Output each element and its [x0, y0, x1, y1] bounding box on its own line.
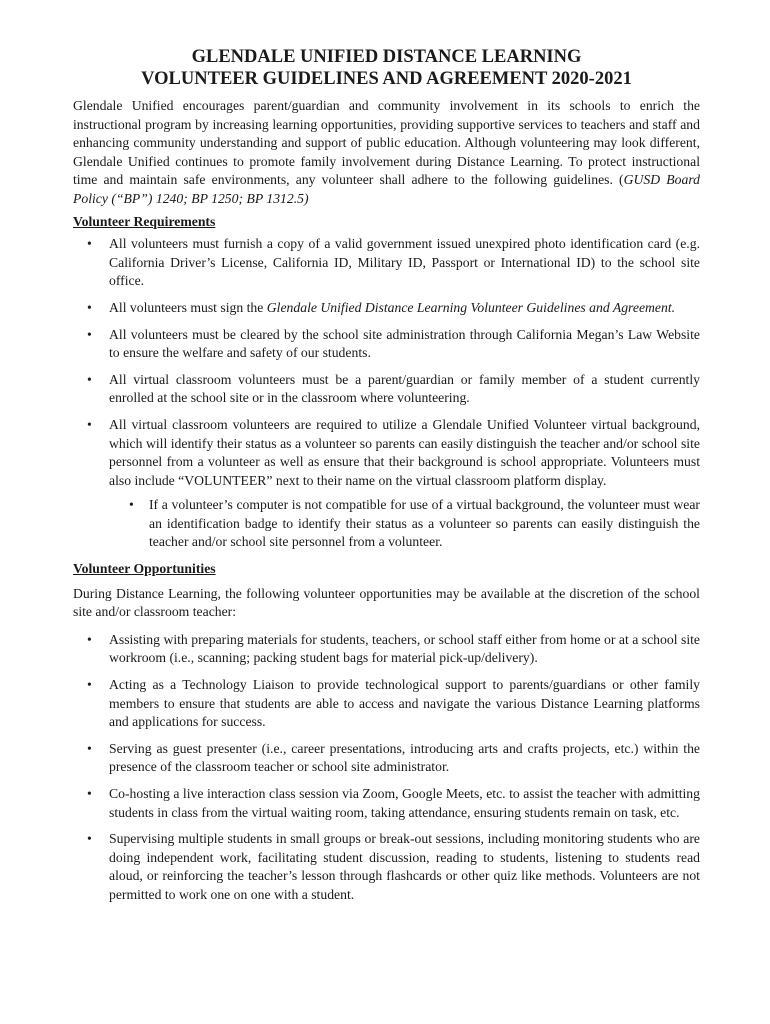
list-item [73, 676, 700, 732]
title-line-1: GLENDALE UNIFIED DISTANCE LEARNING [191, 47, 582, 67]
opportunity-text: Serving as guest presenter (i.e., career presentations, introducing arts and crafts projects, etc.) within the presence of the classroom teacher or school site administrator. [109, 740, 700, 775]
opportunities-heading: Volunteer Opportunities [73, 561, 216, 577]
document-page [73, 46, 700, 913]
requirements-heading: Volunteer Requirements [73, 213, 216, 229]
intro-text: Glendale Unified encourages parent/guardian and community involvement in its schools to enrich the instructional program by increasing learning opportunities, providing supportive services to teachers and staff and enhancing community understanding and support of public education. Although volunteering may look different, Glendale Unified continues to promote family involvement during Distance Learning. To protect instructional time and maintain safe environments, any volunteer shall adhere to the following guidelines. ( [73, 98, 700, 188]
bullet-icon: • [87, 786, 92, 801]
opportunity-text: Co-hosting a live interaction class session via Zoom, Google Meets, etc. to assist the teacher with admitting students in class from the virtual waiting room, taking attendance, ensuring students remain on task, etc. [109, 786, 700, 820]
document-title [73, 46, 700, 90]
requirement-text: All virtual classroom volunteers are required to utilize a Glendale Unified Volunteer virtual background, which will identify their status as a volunteer so parents can easily distinguish the teacher and/or school site personnel from a volunteer as well as ensure that their background is school appropriate. Volunteers must also include “VOLUNTEER” next to their name on the virtual classroom platform display. [109, 416, 700, 488]
requirements-sublist [109, 496, 700, 552]
bullet-icon: • [87, 740, 92, 756]
list-item [73, 299, 700, 318]
list-item [73, 631, 700, 668]
list-item [73, 785, 700, 822]
bullet-icon: • [87, 371, 92, 387]
title-line-2: VOLUNTEER GUIDELINES AND AGREEMENT 2020-2021 [141, 69, 632, 89]
bullet-icon: • [87, 299, 92, 315]
list-item [73, 740, 700, 777]
requirements-list [73, 235, 700, 552]
list-item [73, 830, 700, 904]
intro-citation: GUSD Board Policy (“BP”) 1240; BP 1250; BP 1312.5) [73, 172, 700, 206]
sub-list-item [109, 496, 700, 552]
bullet-icon: • [87, 326, 92, 342]
requirement-text: All volunteers must be cleared by the school site administration through California Megan’s Law Website to ensure the welfare and safety of our students. [109, 326, 700, 361]
opportunities-list [73, 631, 700, 905]
bullet-icon: • [87, 631, 92, 647]
agreement-title: Glendale Unified Distance Learning Volunteer Guidelines and Agreement. [266, 299, 676, 315]
bullet-icon: • [129, 497, 134, 513]
sub-requirement-text: If a volunteer’s computer is not compatible for use of a virtual background, the volunteer must wear an identification badge to identify their status as a volunteer so parents can easily distinguish the teacher and/or school site personnel from a volunteer. [149, 497, 700, 550]
requirement-text: All volunteers must furnish a copy of a valid government issued unexpired photo identification card (e.g. California Driver’s License, California ID, Military ID, Passport or International ID) to the school site office. [109, 236, 700, 289]
requirement-text: All volunteers must sign the [109, 299, 267, 315]
opportunity-text: Supervising multiple students in small groups or break-out sessions, including monitoring students who are doing independent work, facilitating student discussion, reading to students, listening to students read aloud, or reinforcing the teacher’s lesson through flashcards or other quiz like methods. Volunteers are not permitted to work one on one with a student. [109, 831, 700, 902]
opportunity-text: Assisting with preparing materials for students, teachers, or school staff either from home or at a school site workroom (i.e., scanning; packing student bags for material pick-up/delivery). [109, 631, 700, 666]
list-item [73, 371, 700, 408]
list-item [73, 235, 700, 291]
bullet-icon: • [87, 677, 92, 693]
intro-paragraph [73, 97, 700, 209]
bullet-icon: • [87, 236, 92, 252]
opportunity-text: Acting as a Technology Liaison to provide technological support to parents/guardians or other family members to ensure that students are able to access and navigate the various Distance Learning platforms and applications for success. [109, 677, 700, 730]
list-item [73, 326, 700, 363]
bullet-icon: • [87, 416, 92, 432]
opportunities-intro: During Distance Learning, the following volunteer opportunities may be available at the discretion of the school site and/or classroom teacher: [73, 585, 700, 620]
list-item [73, 416, 700, 552]
requirement-text: All virtual classroom volunteers must be a parent/guardian or family member of a student currently enrolled at the school site or in the classroom where volunteering. [109, 371, 700, 406]
bullet-icon: • [87, 831, 92, 847]
